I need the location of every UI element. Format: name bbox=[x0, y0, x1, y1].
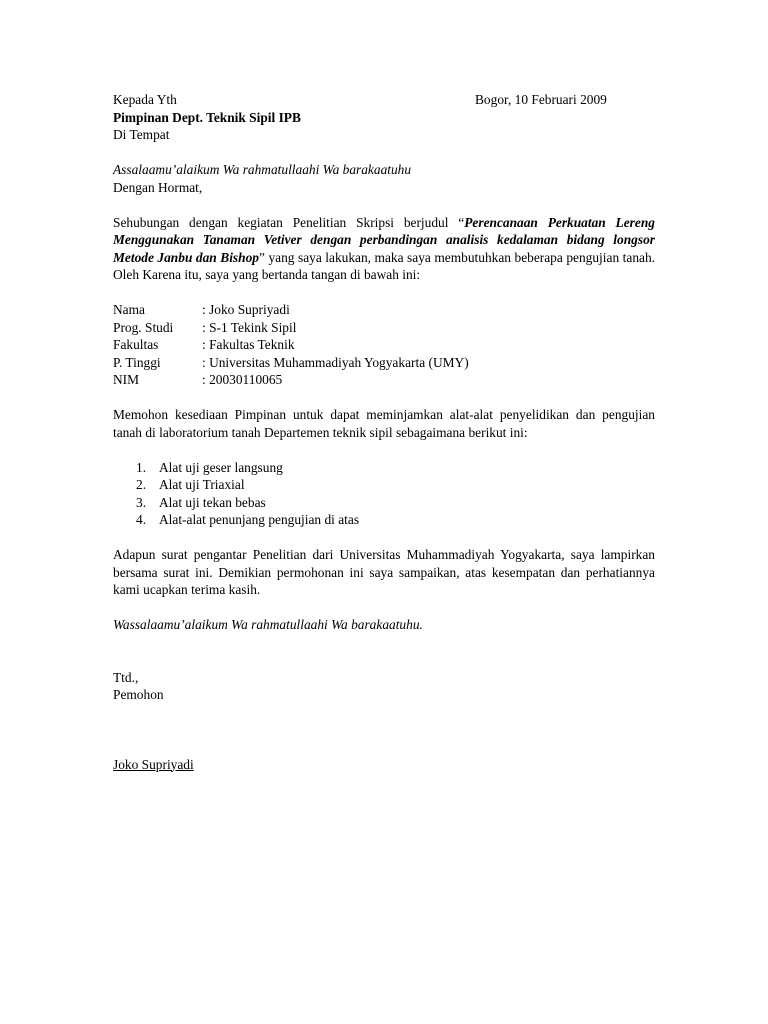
field-value: : Universitas Muhammadiyah Yogyakarta (UMY) bbox=[202, 354, 469, 370]
field-value: : S-1 Tekink Sipil bbox=[202, 319, 297, 335]
spacer bbox=[113, 441, 655, 459]
field-row-fakultas bbox=[113, 336, 655, 354]
list-item bbox=[113, 494, 655, 512]
recipient-place: Di Tempat bbox=[113, 127, 170, 142]
list-item-number: 2. bbox=[136, 477, 147, 492]
field-label: NIM bbox=[113, 372, 140, 387]
list-item bbox=[113, 476, 655, 494]
field-label: Prog. Studi bbox=[113, 319, 174, 335]
field-row-p-tinggi bbox=[113, 354, 655, 372]
spacer bbox=[113, 599, 655, 617]
recipient-name: Pimpinan Dept. Teknik Sipil IPB bbox=[113, 109, 301, 125]
closing-paragraph: Adapun surat pengantar Penelitian dari Universitas Muhammadiyah Yogyakarta, saya lampirkan bersama surat ini. Demikian permohonan ini saya sampaikan, atas kesempatan dan perhatiannya kami ucapkan terima kasih. bbox=[113, 547, 655, 597]
field-value: : Fakultas Teknik bbox=[202, 337, 295, 352]
field-label: P. Tinggi bbox=[113, 354, 161, 370]
spacer bbox=[113, 144, 655, 162]
spacer bbox=[113, 634, 655, 669]
spacer bbox=[113, 389, 655, 407]
field-row-nama bbox=[113, 301, 655, 319]
letter-page bbox=[113, 91, 655, 773]
field-value: : 20030110065 bbox=[202, 372, 283, 387]
field-label: Nama bbox=[113, 302, 145, 317]
salutation: Dengan Hormat, bbox=[113, 179, 203, 195]
field-label: Fakultas bbox=[113, 337, 159, 352]
signature-space bbox=[113, 704, 655, 756]
list-item-text: Alat uji Triaxial bbox=[159, 477, 245, 492]
research-title: Perencanaan Perkuatan Lereng Menggunakan Tanaman Vetiver dengan perbandingan analisis kedalaman bidang longsor Metode Janbu dan Bishop bbox=[113, 214, 655, 265]
request-paragraph: Memohon kesediaan Pimpinan untuk dapat meminjamkan alat-alat penyelidikan dan pengujian tanah di laboratorium tanah Departemen teknik sipil sebagaimana berikut ini: bbox=[113, 407, 655, 440]
greeting: Assalaamu’alaikum Wa rahmatullaahi Wa barakaatuhu bbox=[113, 162, 412, 177]
signer-name: Joko Supriyadi bbox=[113, 756, 194, 772]
spacer bbox=[113, 529, 655, 547]
spacer bbox=[113, 284, 655, 302]
list-item bbox=[113, 459, 655, 477]
intro-paragraph bbox=[113, 214, 655, 284]
equipment-list bbox=[113, 459, 655, 529]
list-item-number: 3. bbox=[136, 494, 147, 510]
intro-after-title: ” yang saya lakukan, maka saya membutuhkan beberapa pengujian tanah. Oleh Karena itu, saya yang bertanda tangan di bawah ini: bbox=[113, 249, 655, 282]
farewell: Wassalaamu’alaikum Wa rahmatullaahi Wa barakaatuhu. bbox=[113, 617, 423, 632]
field-row-prog-studi bbox=[113, 319, 655, 337]
list-item-number: 4. bbox=[136, 512, 147, 527]
intro-before-title: Sehubungan dengan kegiatan Penelitian Skripsi berjudul “ bbox=[113, 214, 465, 230]
applicant-role: Pemohon bbox=[113, 687, 164, 702]
list-item bbox=[113, 511, 655, 529]
list-item-text: Alat uji geser langsung bbox=[159, 459, 283, 475]
spacer bbox=[113, 196, 655, 214]
recipient-line: Kepada Yth bbox=[113, 92, 177, 107]
field-row-nim bbox=[113, 371, 655, 389]
list-item-text: Alat-alat penunjang pengujian di atas bbox=[159, 512, 360, 527]
letter-date: Bogor, 10 Februari 2009 bbox=[475, 92, 607, 107]
letter-header-row bbox=[113, 91, 655, 109]
field-value: : Joko Supriyadi bbox=[202, 302, 290, 317]
list-item-number: 1. bbox=[136, 459, 147, 475]
applicant-fields bbox=[113, 301, 655, 389]
list-item-text: Alat uji tekan bebas bbox=[159, 494, 266, 510]
ttd-label: Ttd., bbox=[113, 669, 139, 685]
